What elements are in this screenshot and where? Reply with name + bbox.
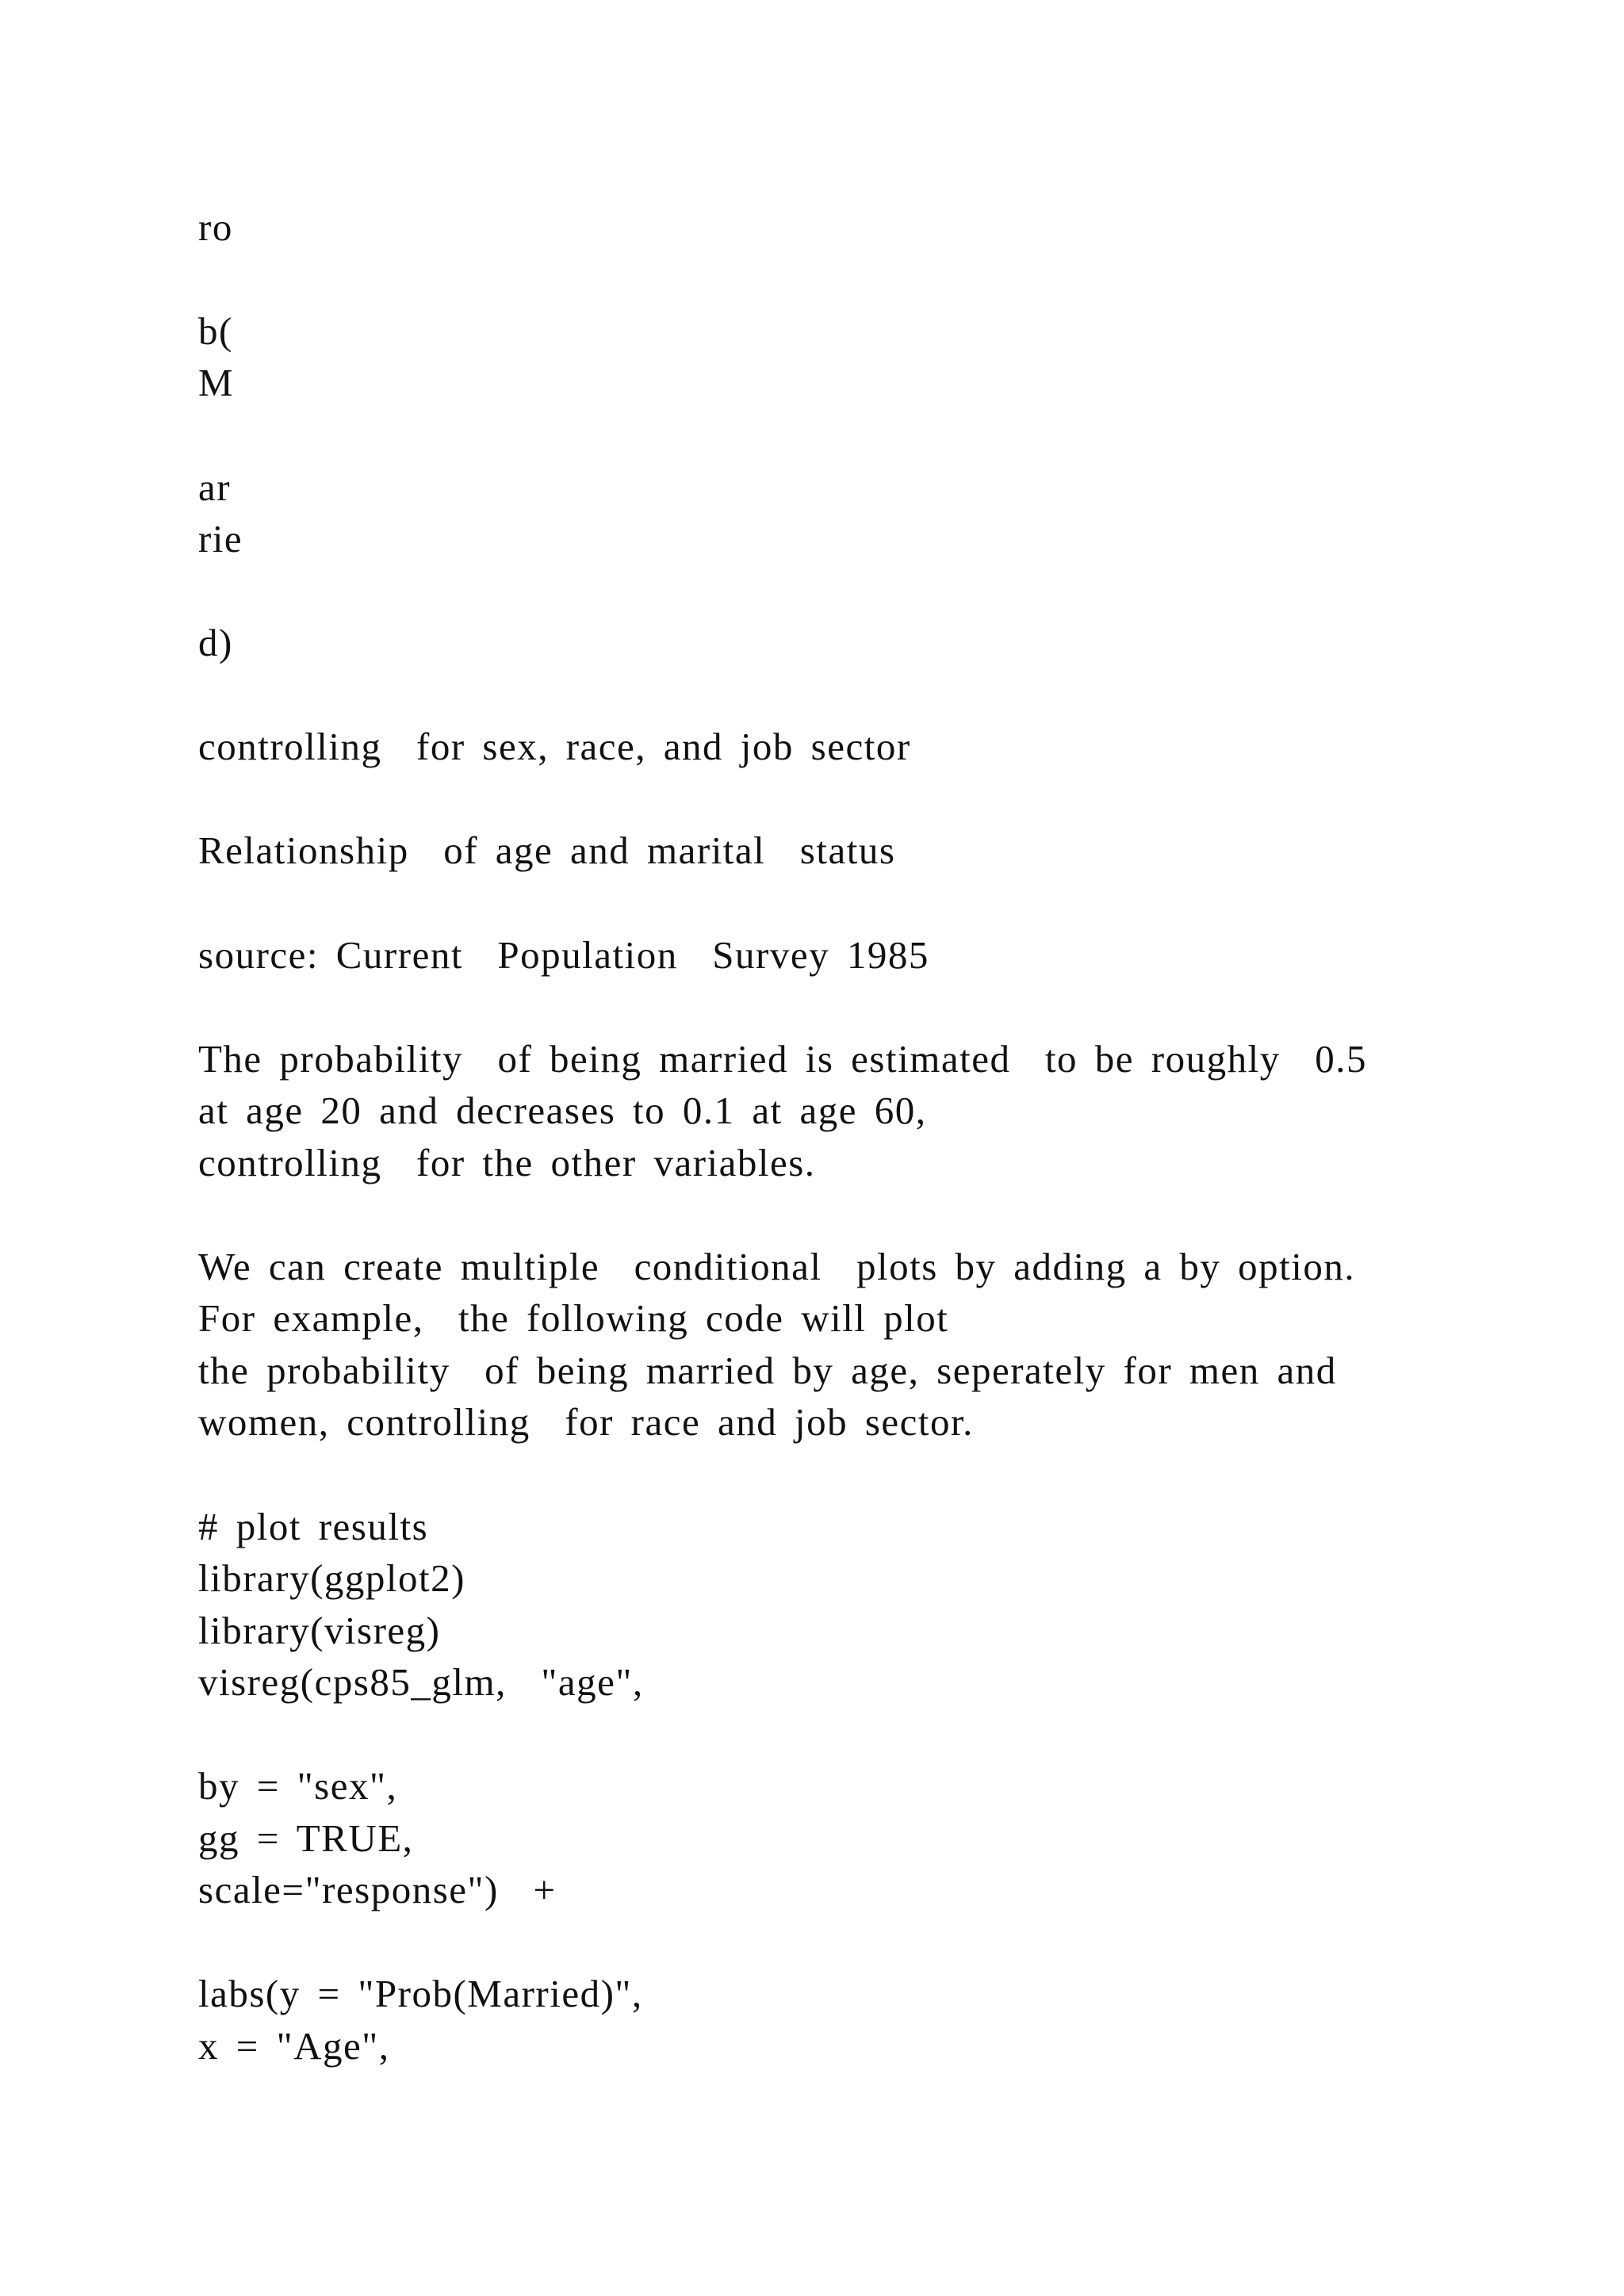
code-line: gg = TRUE, <box>198 1816 414 1860</box>
axis-label-fragment: ro <box>198 205 233 249</box>
axis-label-fragment: ar <box>198 465 232 509</box>
paragraph-line: the probability of being married by age, seperately for men and <box>198 1349 1337 1392</box>
paragraph-line: women, controlling for race and job sector. <box>198 1400 974 1444</box>
code-line: library(visreg) <box>198 1609 441 1652</box>
paragraph-line: We can create multiple conditional plots by adding a by option. <box>198 1245 1356 1288</box>
paragraph-line: The probability of being married is estimated to be roughly 0.5 <box>198 1037 1367 1081</box>
code-line: library(ggplot2) <box>198 1556 465 1600</box>
paragraph-line: at age 20 and decreases to 0.1 at age 60, <box>198 1089 927 1132</box>
axis-label-fragment: M <box>198 361 235 404</box>
code-line: # plot results <box>198 1505 429 1548</box>
code-line: by = "sex", <box>198 1764 398 1808</box>
axis-label-fragment: b( <box>198 309 233 353</box>
paragraph-line: controlling for the other variables. <box>198 1141 816 1184</box>
code-line: labs(y = "Prob(Married)", <box>198 1972 643 2015</box>
axis-label-fragment: rie <box>198 517 243 561</box>
code-line: x = "Age", <box>198 2024 390 2068</box>
code-line: visreg(cps85_glm, "age", <box>198 1660 644 1704</box>
plot-source: source: Current Population Survey 1985 <box>198 933 929 977</box>
plot-title: Relationship of age and marital status <box>198 828 896 872</box>
code-line: scale="response") + <box>198 1868 557 1911</box>
plot-subtitle: controlling for sex, race, and job sector <box>198 725 911 768</box>
paragraph-line: For example, the following code will plot <box>198 1296 949 1340</box>
axis-label-fragment: d) <box>198 621 233 664</box>
